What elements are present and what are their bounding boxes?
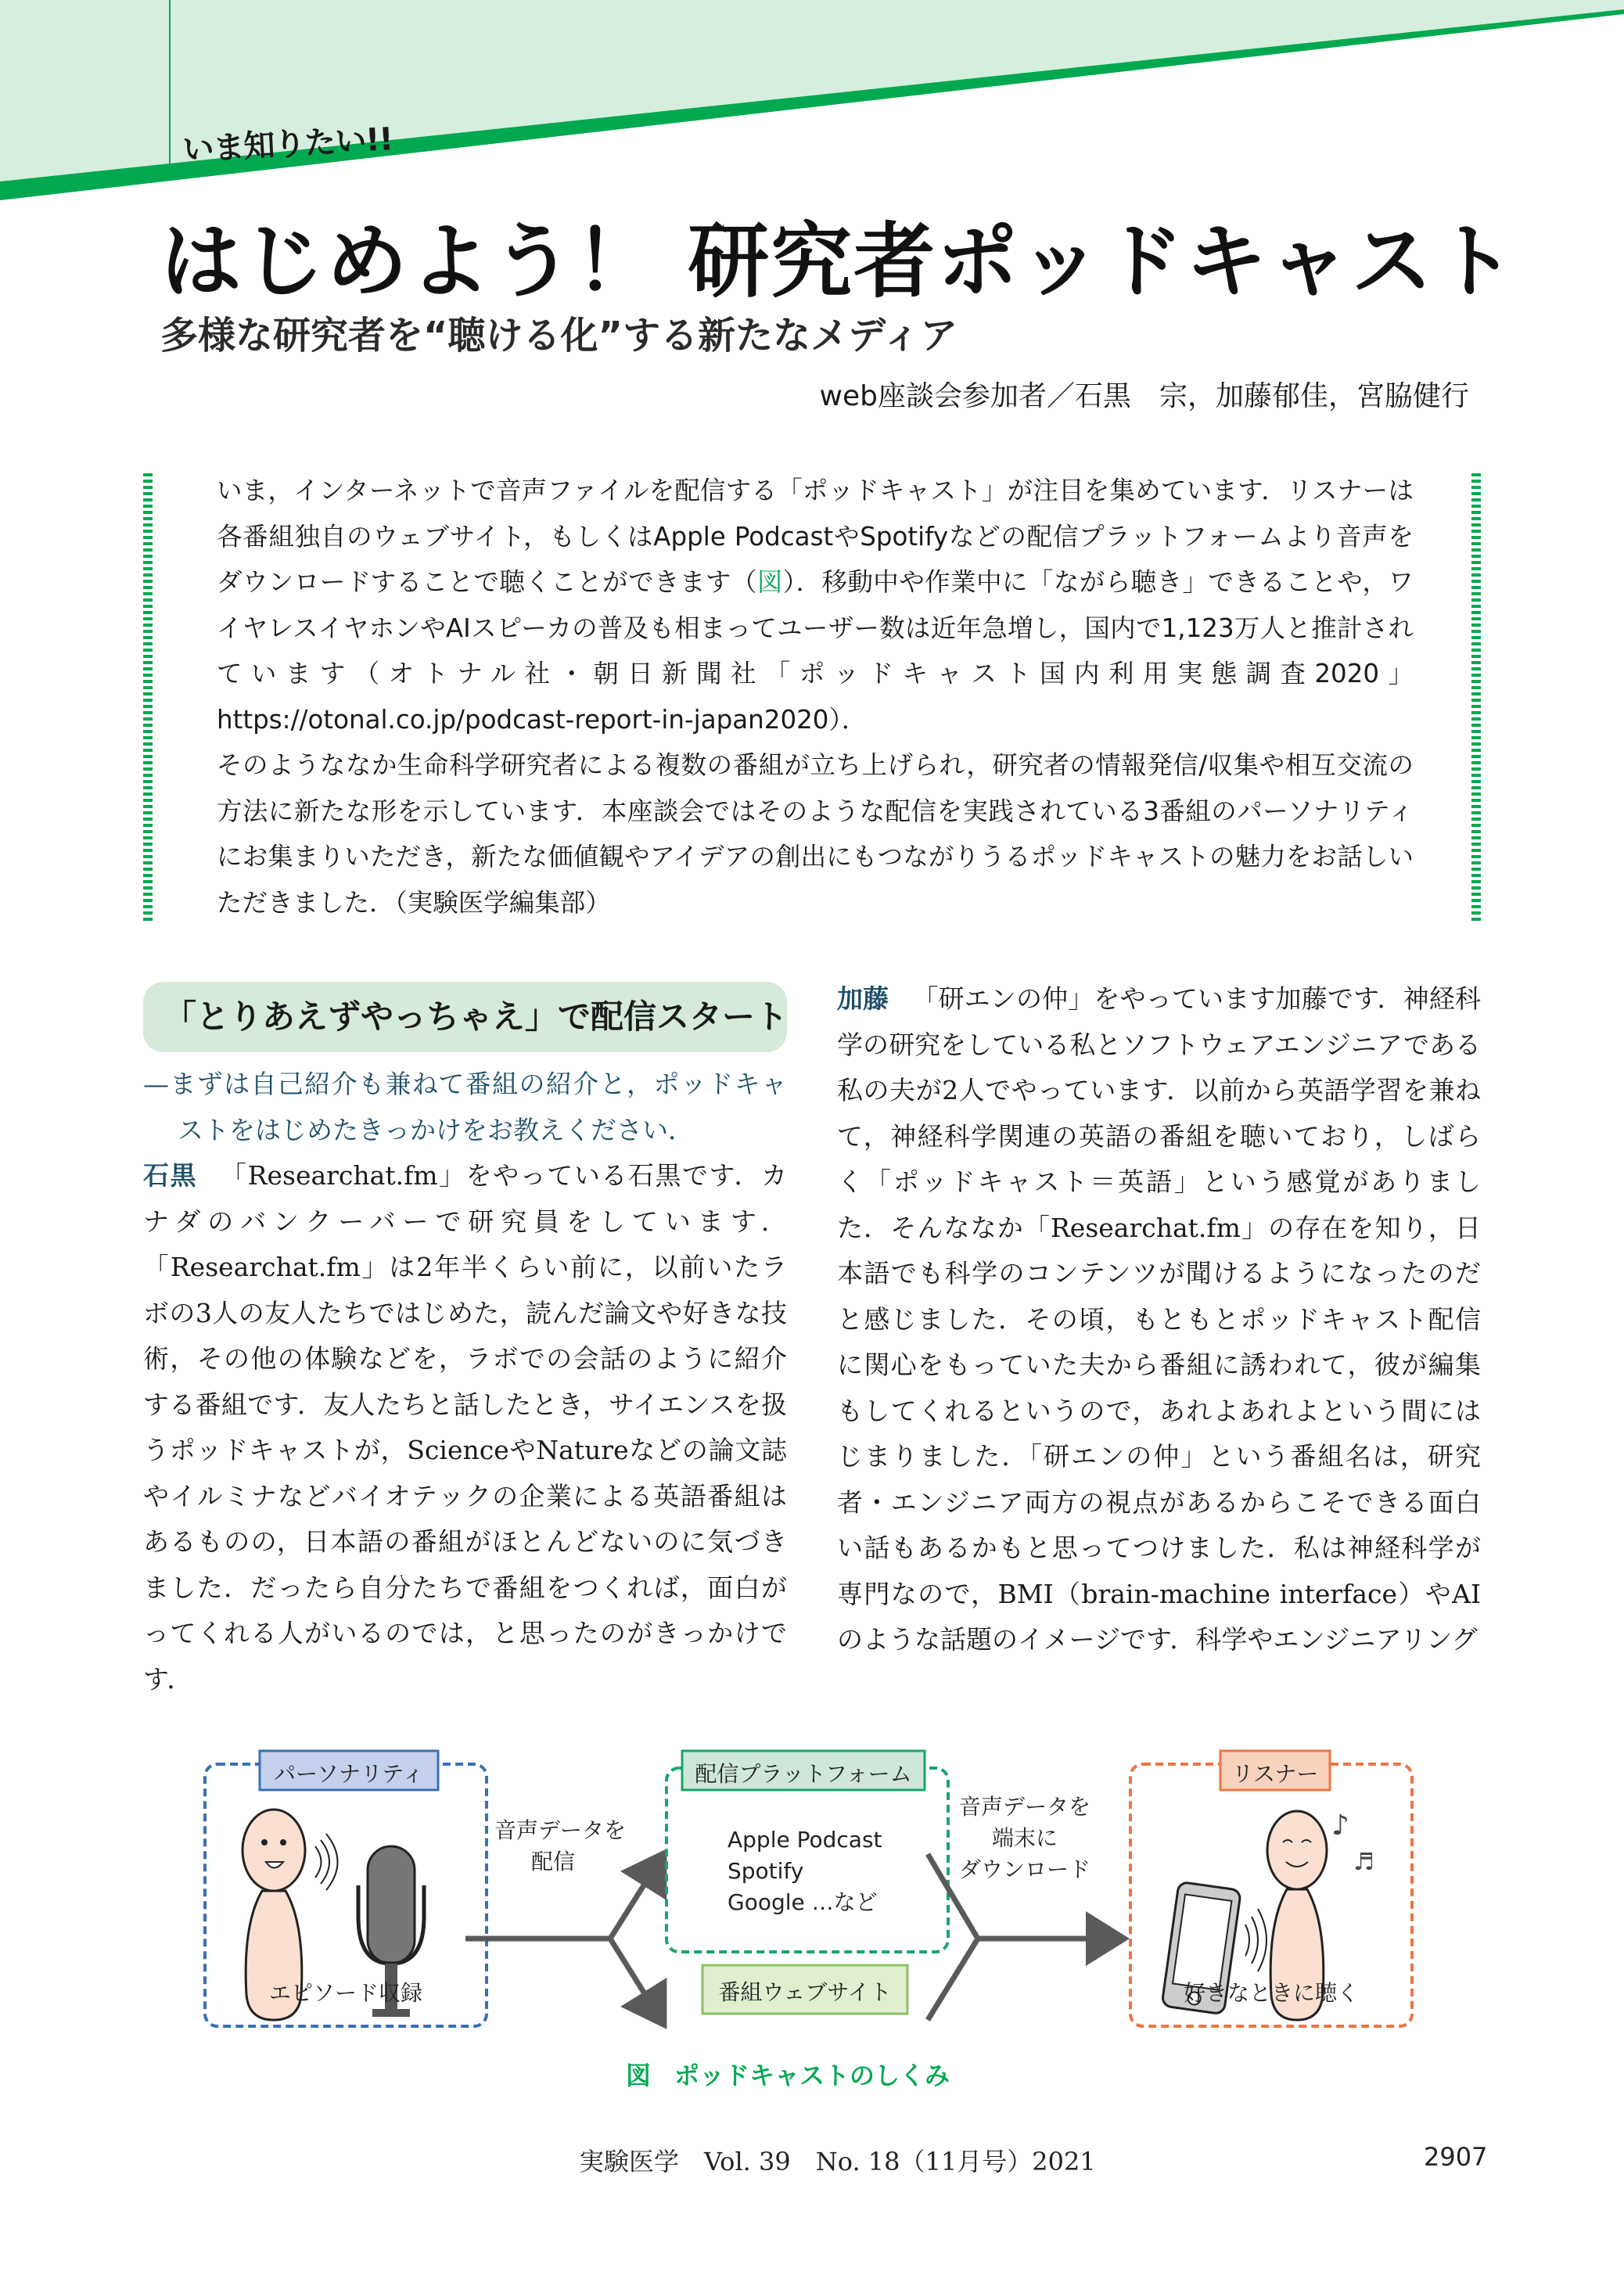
platform-item: Spotify [728, 1858, 804, 1884]
listener-caption: 好きなときに聴く [1183, 1980, 1359, 2006]
series-kicker: いま知りたい!! [181, 121, 394, 169]
intro-border-left [143, 473, 153, 923]
personality-label: パーソナリティ [273, 1761, 425, 1787]
right-column [837, 976, 1481, 1663]
sound-waves-icon [1245, 1909, 1267, 1971]
website-label: 番組ウェブサイト [718, 1979, 892, 2005]
figure-reference-link[interactable]: 図 [756, 567, 783, 597]
music-note-icon: ♪ [1331, 1810, 1349, 1842]
header-band [0, 0, 1624, 203]
intro-lead [217, 468, 1414, 925]
distribute-arrow-to-platform [610, 1858, 661, 1939]
platform-label: 配信プラットフォーム [695, 1761, 912, 1787]
listener-label: リスナー [1231, 1761, 1319, 1787]
article-title: はじめよう！ 研究者ポッドキャスト [160, 213, 1518, 309]
answer-kato: 加藤 「研エンの仲」をやっています加藤です．神経科学の研究をしている私とソフトウェアエンジニアである私の夫が2人でやっています．以前から英語学習を兼ねて，神経科学関連の英語の番組を聴いており，しばらく「ポッドキャスト＝英語」という感覚がありました．そんななか「Researchat.fm」の存在を知り，日本語でも科学のコンテンツが聞けるようになったのだと感じました．その頃，もともとポッドキャスト配信に関心をもっていた夫から番組に誘われて，彼が編集もしてくれるというので，あれよあれよという間にはじまりました．「研エンの仲」という番組名は，研究者・エンジニア両方の視点があるからこそできる面白い話もあるかもと思ってつけました．私は神経科学が専門なので，BMI（brain-machine interface）やAIのような話題のイメージです．科学やエンジニアリング [837, 983, 1482, 1655]
article-authors: web座談会参加者／石黒 宗，加藤郁佳，宮脇健行 [819, 380, 1469, 412]
figure-caption-text: ポッドキャストのしくみ [674, 2061, 950, 2090]
personality-caption: エピソード収録 [268, 1980, 422, 2006]
interviewer-question: —まずは自己紹介も兼ねて番組の紹介と，ポッドキャストをはじめたきっかけをお教えください． [143, 1069, 787, 1145]
figure-mark: 図 [626, 2061, 652, 2090]
music-notes-icon: ♬ [1353, 1849, 1374, 1876]
distribute-arrow-to-website [610, 1939, 661, 2020]
platform-item: Google …など [728, 1889, 878, 1915]
figure-caption [626, 2056, 950, 2092]
intro-border-right [1471, 473, 1481, 923]
intro-paragraph-2: そのようななか生命科学研究者による複数の番組が立ち上げられ，研究者の情報発信/収集や相互交流の方法に新たな形を示しています．本座談会ではそのような配信を実践されている3番組のパーソナリティにお集まりいただき，新たな価値観やアイデアの創出にもつながりうるポッドキャストの魅力をお話しいただきました．（実験医学編集部） [217, 750, 1414, 918]
distribute-label: 音声データを 配信 [494, 1817, 627, 1874]
article-subtitle: 多様な研究者を“聴ける化”する新たなメディア [160, 314, 958, 358]
speaker-name: 加藤 [837, 983, 889, 1014]
journal-footer: 実験医学 Vol. 39 No. 18（11月号）2021 [579, 2147, 1096, 2176]
podcast-diagram [188, 1729, 1455, 2042]
page-number: 2907 [1424, 2142, 1488, 2172]
speaker-name: 石黒 [143, 1160, 198, 1191]
platform-item: Apple Podcast [728, 1827, 882, 1853]
answer-ishiguro: 石黒 「Researchat.fm」をやっている石黒です．カナダのバンクーバーで研究員をしています．「Researchat.fm」は2年半くらい前に，以前いたラボの3人の友人たちではじめた，読んだ論文や好きな技術，その他の体験などを，ラボでの会話のように紹介する番組です．友人たちと話したとき，サイエンスを扱うポッドキャストが，ScienceやNatureなどの論文誌やイルミナなどバイオテックの企業による英語番組はあるものの，日本語の番組がほとんどないのに気づきました．だったら自分たちで番組をつくれば，面白がってくれる人がいるのでは，と思ったのがきっかけです． [143, 1160, 787, 1695]
intro-paragraph-1: いま，インターネットで音声ファイルを配信する「ポッドキャスト」が注目を集めています．リスナーは各番組独自のウェブサイト，もしくはApple PodcastやSpotifyなどの配信プラットフォームより音声をダウンロードすることで聴くことができます（図）．移動中や作業中に「ながら聴き」できることや，ワイヤレスイヤホンやAIスピーカの普及も相まってユーザー数は近年急増し，国内で1,123万人と推計されています（オトナル社・朝日新聞社「ポッドキャスト国内利用実態調査2020」https://otonal.co.jp/podcast-report-in-japan2020）． [217, 476, 1414, 735]
section-heading: 「とりあえずやっちゃえ」で配信スタート [143, 982, 787, 1052]
download-label: 音声データを 端末に ダウンロード [958, 1794, 1090, 1882]
platform-list [728, 1824, 882, 1918]
left-column [143, 982, 787, 1702]
